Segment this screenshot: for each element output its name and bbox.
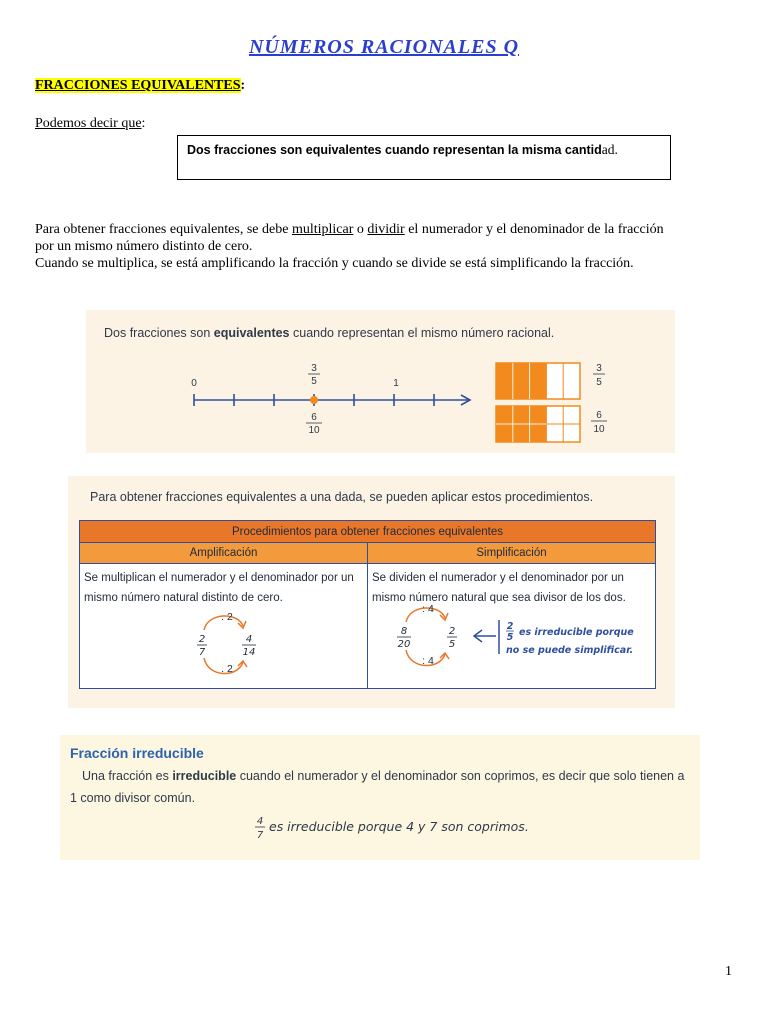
right-bottom-num: 6 bbox=[596, 410, 602, 421]
sim-left-den: 20 bbox=[397, 639, 411, 650]
bar-three-fifths bbox=[496, 363, 580, 399]
simplificacion-cell bbox=[368, 564, 656, 689]
label-one: 1 bbox=[393, 378, 399, 389]
bottom-fraction-den: 10 bbox=[308, 425, 320, 436]
amplificacion-diagram bbox=[80, 606, 367, 676]
amp-left-num: 2 bbox=[198, 634, 206, 645]
amp-op-top: . 2 bbox=[221, 611, 233, 623]
para-line1-b: el numerador y el denominador de la fracción bbox=[404, 222, 664, 237]
amp-right-den: 14 bbox=[242, 647, 256, 658]
para-line2: por un mismo número distinto de cero. bbox=[35, 239, 253, 254]
definition-text bbox=[187, 142, 618, 158]
simplificacion-diagram bbox=[368, 598, 655, 670]
figure1-head-bold: equivalentes bbox=[213, 326, 290, 340]
top-fraction-den: 5 bbox=[311, 376, 317, 387]
ex-num: 4 bbox=[256, 816, 264, 827]
intro-colon: : bbox=[141, 116, 146, 131]
figure-procedures bbox=[68, 476, 675, 708]
note-line2: no se puede simplificar. bbox=[506, 645, 634, 656]
right-bottom-den: 10 bbox=[593, 424, 605, 435]
para-dividir: dividir bbox=[367, 222, 405, 237]
section-title-text: FRACCIONES EQUIVALENTES bbox=[35, 78, 241, 93]
table-title: Procedimientos para obtener fracciones equivalentes bbox=[80, 521, 656, 543]
sim-right-den: 5 bbox=[448, 639, 456, 650]
simplificacion-text: Se dividen el numerador y el denominador por un mismo número natural que sea divisor de los dos. bbox=[372, 572, 626, 604]
irreducible-text-bold: irreducible bbox=[172, 769, 237, 783]
figure1-head-a: Dos fracciones son bbox=[104, 326, 214, 340]
procedures-table bbox=[79, 520, 656, 689]
amplificacion-text: Se multiplican el numerador y el denominador por un mismo número natural distinto de cero. bbox=[84, 572, 354, 604]
intro-text bbox=[35, 116, 145, 132]
col-amplificacion: Amplificación bbox=[80, 543, 368, 564]
intro-underlined: Podemos decir que bbox=[35, 116, 142, 131]
amp-op-bottom: . 2 bbox=[221, 663, 233, 675]
definition-tail: ad. bbox=[601, 142, 618, 157]
amp-right-num: 4 bbox=[245, 634, 253, 645]
para-o: o bbox=[353, 222, 368, 237]
explanation-paragraph bbox=[35, 221, 735, 272]
ex-den: 7 bbox=[256, 830, 264, 841]
col-simplificacion: Simplificación bbox=[368, 543, 656, 564]
sim-left-num: 8 bbox=[400, 626, 408, 637]
figure1-head-b: cuando representan el mismo número racional. bbox=[289, 326, 555, 340]
figure2-heading: Para obtener fracciones equivalentes a una dada, se pueden aplicar estos procedimientos. bbox=[90, 490, 594, 504]
number-line-point bbox=[310, 396, 318, 404]
irreducible-example-fraction bbox=[252, 813, 268, 841]
bar-six-tenths bbox=[496, 406, 580, 442]
para-multiplicar: multiplicar bbox=[291, 222, 354, 237]
figure-number-line bbox=[86, 310, 675, 453]
section-title bbox=[35, 78, 245, 94]
para-line3: Cuando se multiplica, se está amplificando la fracción y cuando se divide se está simplificando la fracción. bbox=[35, 256, 634, 271]
label-zero: 0 bbox=[191, 378, 197, 389]
para-line1-a: Para obtener fracciones equivalentes, se debe bbox=[35, 222, 292, 237]
irreducible-text-b: cuando el numerador y el denominador son coprimos, es decir que solo tienen a 1 como divisor común. bbox=[70, 769, 685, 805]
right-top-num: 3 bbox=[596, 363, 602, 374]
sim-op-bottom: : 4 bbox=[422, 655, 434, 667]
amp-left-den: 7 bbox=[198, 647, 206, 658]
irreducible-example-text: es irreducible porque 4 y 7 son coprimos. bbox=[269, 819, 529, 834]
sim-right-num: 2 bbox=[448, 626, 456, 637]
page-number: 1 bbox=[725, 964, 732, 979]
top-fraction-num: 3 bbox=[311, 363, 317, 374]
irreducible-text bbox=[70, 765, 690, 809]
amplificacion-cell bbox=[80, 564, 368, 689]
note-num: 2 bbox=[506, 621, 514, 632]
definition-box bbox=[177, 135, 671, 180]
number-line-svg bbox=[86, 310, 675, 453]
sim-op-top: : 4 bbox=[422, 603, 434, 615]
section-title-colon: : bbox=[240, 78, 246, 93]
note-den: 5 bbox=[506, 632, 514, 643]
page-title: NÚMEROS RACIONALES Q bbox=[248, 36, 520, 58]
bottom-fraction-num: 6 bbox=[311, 412, 317, 423]
irreducible-title: Fracción irreducible bbox=[70, 745, 204, 761]
note-line1: es irreducible porque bbox=[519, 627, 634, 638]
figure-irreducible bbox=[60, 735, 700, 860]
definition-bold: Dos fracciones son equivalentes cuando representan la misma cantid bbox=[187, 143, 602, 157]
right-top-den: 5 bbox=[596, 377, 602, 388]
irreducible-text-a: Una fracción es bbox=[82, 769, 173, 783]
